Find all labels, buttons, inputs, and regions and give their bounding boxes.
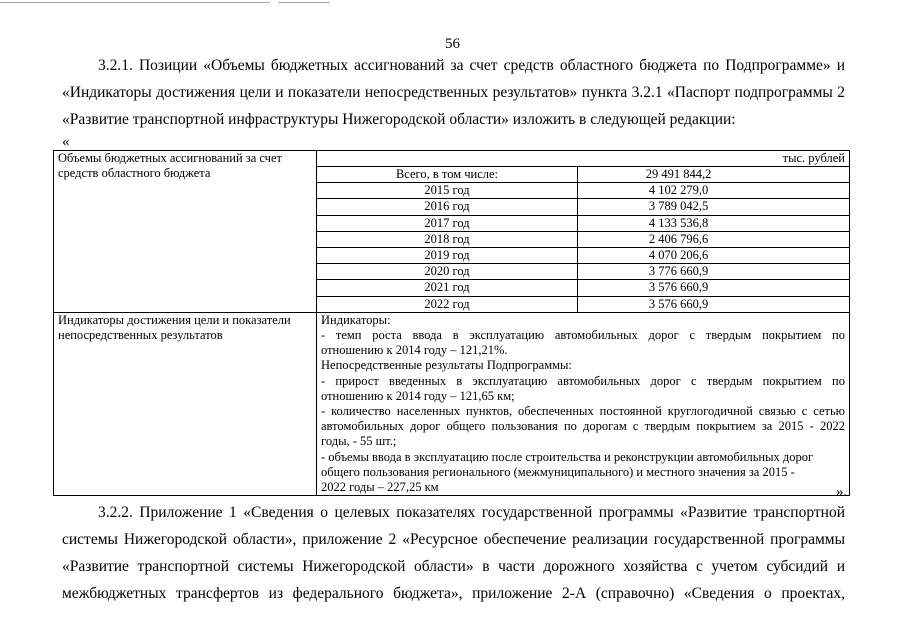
passport-table [53,150,850,496]
paragraph-3-2-1 [62,52,845,133]
budget-values-cell [317,151,850,313]
indicator-line: - темп роста ввода в эксплуатацию автомобильных дорог с твердым покрытием по [321,328,845,343]
amounts-table [317,166,849,312]
amount-value: 4 070 206,6 [578,248,850,264]
amount-year: 2015 год [317,183,578,199]
budget-label-cell [54,151,317,313]
paragraph-3-2-2 [62,499,845,607]
amount-year: 2018 год [317,231,578,247]
scan-artifact-line-right [278,2,330,3]
budget-label: Объемы бюджетных ассигнований за счет средств областного бюджета [58,151,282,181]
indicator-line: годы, - 55 шт.; [321,434,397,449]
paragraph-line: «Развитие транспортной инфраструктуры Нижегородской области» изложить в следующей редакции: [62,111,736,128]
amount-value: 3 789 042,5 [578,199,850,215]
paragraph-line: «Развитие транспортной системы Нижегородской области» в части дорожного хозяйства с учетом субсидий и [62,558,845,575]
amount-row [317,248,849,264]
amount-value: 3 576 660,9 [578,280,850,296]
indicators-label-cell [54,312,317,495]
paragraph-line: межбюджетных трансфертов из федерального бюджета», приложение 2-А (справочно) «Сведения о проектах, [62,585,845,602]
indicator-line: автомобильных дорог общего пользования по дорогам с твердым покрытием за 2015 - 2022 [321,419,845,434]
amount-year: Всего, в том числе: [317,167,578,183]
indicator-line: Индикаторы: [321,312,391,327]
amount-value: 4 133 536,8 [578,215,850,231]
indicators-label: Индикаторы достижения цели и показатели непосредственных результатов [58,312,291,343]
amount-year: 2020 год [317,264,578,280]
budget-row [54,151,850,313]
paragraph-line: 3.2.1. Позиции «Объемы бюджетных ассигнований за счет средств областного бюджета по Подпрограмме» и [98,57,845,74]
amount-value: 29 491 844,2 [578,167,850,183]
paragraph-line: 3.2.2. Приложение 1 «Сведения о целевых показателях государственной программы «Развитие транспортной [98,504,845,521]
amount-row [317,296,849,312]
amount-row [317,183,849,199]
paragraph-line: «Индикаторы достижения цели и показатели непосредственных результатов» пункта 3.2.1 «Паспорт подпрограммы 2 [62,84,845,101]
amount-row [317,231,849,247]
amount-year: 2017 год [317,215,578,231]
amount-row-total [317,167,849,183]
quote-close: ». [836,484,848,500]
amount-year: 2019 год [317,248,578,264]
amount-year: 2021 год [317,280,578,296]
indicator-line: отношению к 2014 году – 121,21%. [321,343,508,358]
indicator-line: Непосредственные результаты Подпрограммы: [321,358,572,373]
indicators-row [54,312,850,495]
scan-artifact-line-left [0,2,270,3]
amount-value: 2 406 796,6 [578,231,850,247]
amount-year: 2022 год [317,296,578,312]
amount-row [317,264,849,280]
indicator-line: общего пользования регионального (межмуниципального) и местного значения за 2015 - [321,464,795,479]
amount-value: 4 102 279,0 [578,183,850,199]
unit-label: тыс. рублей [782,151,845,165]
indicator-line: 2022 годы – 227,25 км [321,480,439,495]
quote-open: « [62,134,70,150]
indicator-line: - объемы ввода в эксплуатацию после строительства и реконструкции автомобильных дорог [321,449,814,464]
indicators-text-cell [317,312,850,495]
indicators-text [321,313,845,495]
indicator-line: - количество населенных пунктов, обеспеченных постоянной круглогодичной связью с сетью [321,404,845,419]
amount-row [317,280,849,296]
amount-value: 3 776 660,9 [578,264,850,280]
amount-row [317,215,849,231]
page-number: 56 [445,36,460,52]
paragraph-line: системы Нижегородской области», приложение 2 «Ресурсное обеспечение реализации государственной программы [62,531,845,548]
amount-row [317,199,849,215]
amount-year: 2016 год [317,199,578,215]
amount-value: 3 576 660,9 [578,296,850,312]
indicator-line: - прирост введенных в эксплуатацию автомобильных дорог с твердым покрытием по [321,373,845,388]
indicator-line: отношению к 2014 году – 121,65 км; [321,388,515,403]
